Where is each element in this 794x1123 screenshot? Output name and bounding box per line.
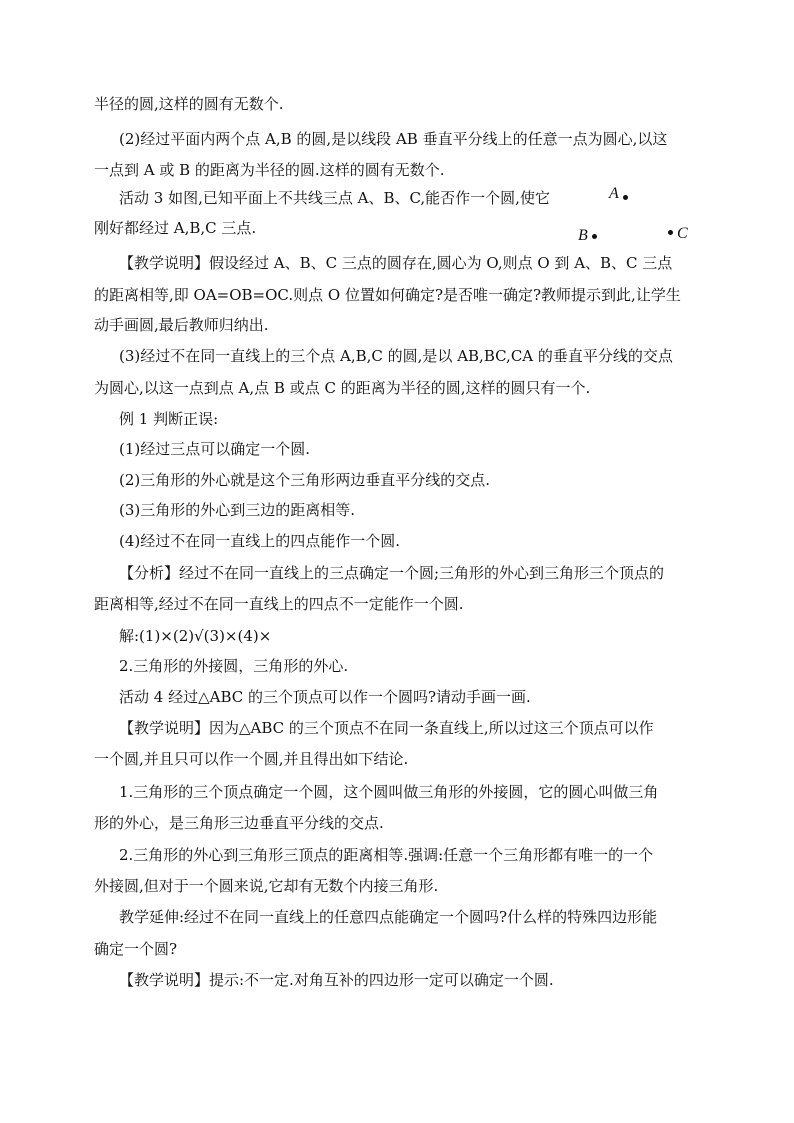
point-c-dot	[668, 230, 673, 235]
text-line-9: (3)经过不在同一直线上的三个点 A,B,C 的圆,是以 AB,BC,CA 的垂直平分线的交点	[119, 347, 673, 365]
text-line-22: 一个圆,并且只可以作一个圆,并且得出如下结论.	[94, 750, 409, 768]
text-line-18: 解:(1)×(2)√(3)×(4)×	[119, 627, 272, 645]
text-line-24: 形的外心，是三角形三边垂直平分线的交点.	[94, 814, 384, 832]
point-c-label: C	[677, 225, 688, 242]
text-line-1: 半径的圆,这样的圆有无数个.	[94, 95, 284, 113]
text-line-16: 【分析】经过不在同一直线上的三点确定一个圆;三角形的外心到三角形三个顶点的	[119, 564, 665, 582]
text-line-5: 刚好都经过 A,B,C 三点.	[94, 219, 257, 237]
text-line-27: 教学延伸:经过不在同一直线上的任意四点能确定一个圆吗?什么样的特殊四边形能	[119, 908, 658, 926]
text-line-3: 一点到 A 或 B 的距离为半径的圆.这样的圆有无数个.	[94, 161, 445, 179]
text-line-14: (3)三角形的外心到三边的距离相等.	[119, 501, 356, 519]
text-line-13: (2)三角形的外心就是这个三角形两边垂直平分线的交点.	[119, 471, 491, 489]
text-line-25: 2.三角形的外心到三角形三顶点的距离相等.强调:任意一个三角形都有唯一的一个	[119, 846, 654, 864]
text-line-26: 外接圆,但对于一个圆来说,它却有无数个内接三角形.	[94, 877, 439, 895]
point-a-dot	[623, 195, 628, 200]
text-line-15: (4)经过不在同一直线上的四点能作一个圆.	[119, 532, 401, 550]
text-line-17: 距离相等,经过不在同一直线上的四点不一定能作一个圆.	[94, 595, 464, 613]
text-line-21: 【教学说明】因为△ABC 的三个顶点不在同一条直线上,所以过这三个顶点可以作	[119, 719, 654, 737]
text-line-12: (1)经过三点可以确定一个圆.	[119, 440, 311, 458]
text-line-4: 活动 3 如图,已知平面上不共线三点 A、B、C,能否作一个圆,使它	[119, 189, 550, 207]
text-line-6: 【教学说明】假设经过 A、B、C 三点的圆存在,圆心为 O,则点 O 到 A、B、C 三点	[119, 254, 673, 272]
text-line-23: 1.三角形的三个顶点确定一个圆，这个圆叫做三角形的外接圆，它的圆心叫做三角	[119, 783, 659, 801]
text-line-19: 2.三角形的外接圆，三角形的外心.	[119, 657, 349, 675]
point-b-label: B	[578, 227, 588, 244]
text-line-20: 活动 4 经过△ABC 的三个顶点可以作一个圆吗?请动手画一画.	[119, 688, 531, 706]
text-line-10: 为圆心,以这一点到点 A,点 B 或点 C 的距离为半径的圆,这样的圆只有一个.	[94, 379, 591, 397]
text-line-7: 的距离相等,即 OA=OB=OC.则点 O 位置如何确定?是否唯一确定?教师提示到此,让学生	[94, 286, 681, 304]
text-line-2: (2)经过平面内两个点 A,B 的圆,是以线段 AB 垂直平分线上的任意一点为圆心,以这	[119, 130, 668, 148]
text-line-11: 例 1 判断正误:	[119, 410, 219, 428]
text-line-28: 确定一个圆?	[94, 940, 178, 958]
text-line-8: 动手画圆,最后教师归纳出.	[94, 316, 269, 334]
point-a-label: A	[609, 185, 619, 202]
text-line-29: 【教学说明】提示:不一定.对角互补的四边形一定可以确定一个圆.	[119, 971, 554, 989]
point-b-dot	[592, 234, 597, 239]
